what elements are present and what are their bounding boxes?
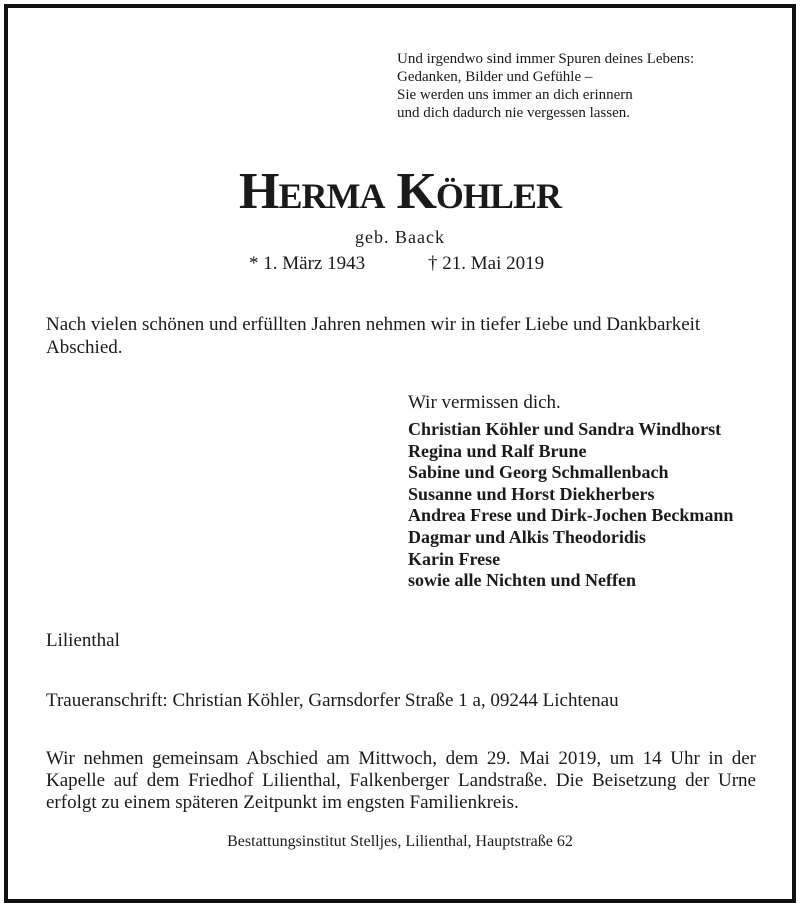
deceased-name: Herma Köhler [239,163,561,220]
maiden-name: geb. Baack [355,227,445,247]
mourner-item: Christian Köhler und Sandra Windhorst [408,419,722,439]
mourner-item: Sabine und Georg Schmallenbach [408,462,669,483]
poem-line: Gedanken, Bilder und Gefühle – [397,69,593,85]
mourner-item: Andrea Frese und Dirk-Jochen Beckmann [408,505,734,526]
undertaker-line: Bestattungsinstitut Stelljes, Lilienthal, Hauptstraße 62 [227,833,573,850]
poem-block [397,50,707,122]
death-date: † 21. Mai 2019 [428,253,545,274]
poem-line: Und irgendwo sind immer Spuren deines Lebens: [397,51,695,67]
mourner-item: Dagmar und Alkis Theodoridis [408,526,646,547]
birth-date: * 1. März 1943 [249,253,366,274]
mourner-item: sowie alle Nichten und Neffen [408,570,636,591]
we-miss-you-line: Wir vermissen dich. [408,392,561,413]
poem-line: und dich dadurch nie vergessen lassen. [397,105,630,121]
place-name: Lilienthal [46,630,120,651]
mourning-address: Traueranschrift: Christian Köhler, Garnsdorfer Straße 1 a, 09244 Lichtenau [46,690,619,711]
farewell-text: Nach vielen schönen und erfüllten Jahren nehmen wir in tiefer Liebe und Dankbarkeit Abschied. [46,314,701,358]
mourners-list [408,419,733,592]
mourner-item: Regina und Ralf Brune [408,440,587,461]
mourner-item: Susanne und Horst Diekherbers [408,483,655,504]
funeral-service-text: Wir nehmen gemeinsam Abschied am Mittwoch, dem 29. Mai 2019, um 14 Uhr in der Kapelle auf dem Friedhof Lilienthal, Falkenberger Landstraße. Die Beisetzung der Urne erfolgt zu einem späteren Zeitpunkt im engsten Familienkreis. [46,748,756,813]
poem-line: Sie werden uns immer an dich erinnern [397,87,633,103]
mourner-item: Karin Frese [408,548,501,569]
